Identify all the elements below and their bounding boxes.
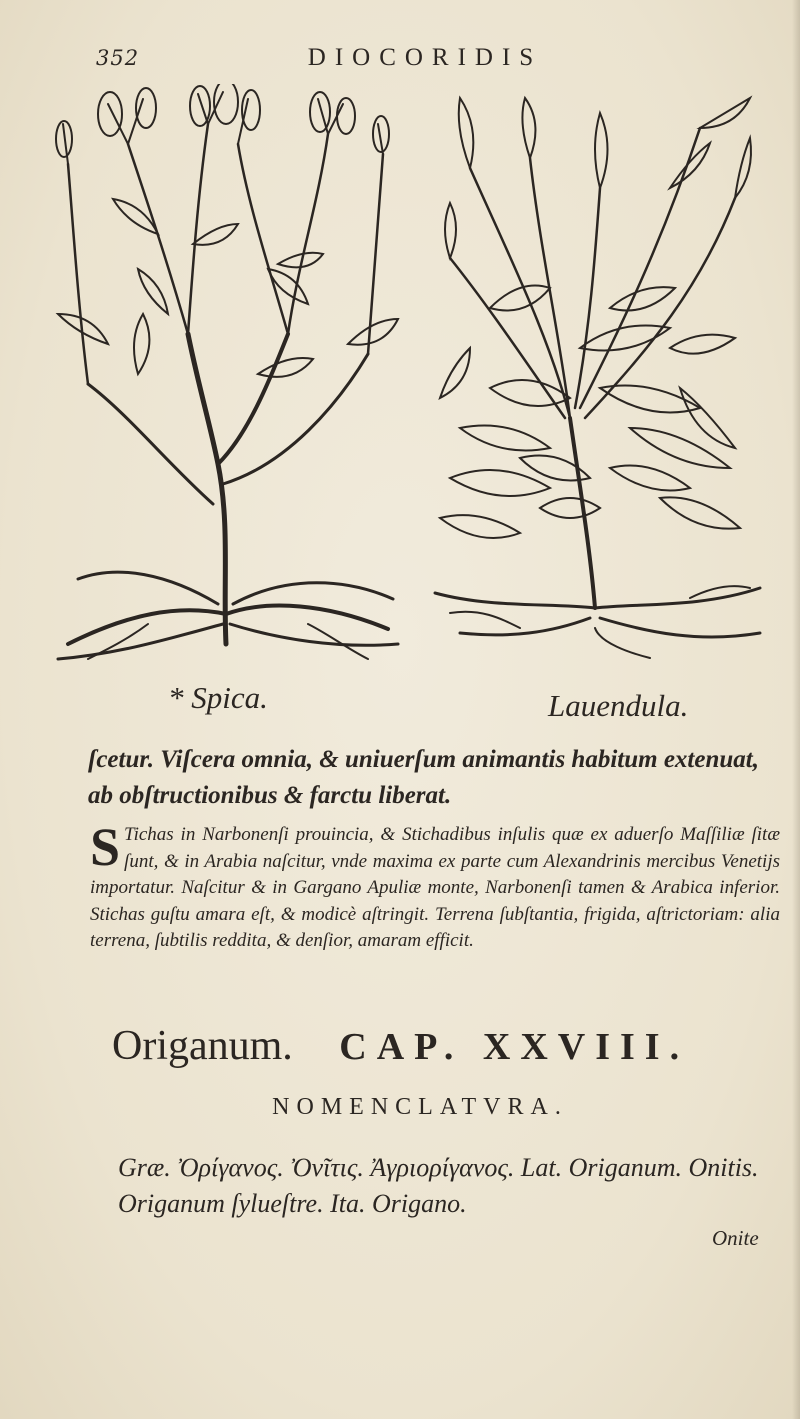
page-number: 352 (96, 46, 140, 70)
paragraph-stichas (90, 817, 780, 955)
lavender-illustration (430, 88, 770, 668)
nomenclatura-names: Græ. Ὀρίγανος. Ὀνῖτις. Ἀγριορίγανος. Lat. Origanum. Onitis. Origanum ſylueſtre. Ita. Origano. (118, 1153, 759, 1218)
spica-plant-woodcut-icon (48, 84, 408, 664)
chapter-number: CAP. XXVIII. (339, 1026, 690, 1068)
page-edge (792, 0, 800, 1419)
running-head: DIOCORIDIS (307, 44, 543, 71)
lavender-plant-woodcut-icon (430, 88, 770, 668)
spica-caption: * Spica. (168, 680, 268, 715)
lavender-caption: Lauendula. (548, 688, 689, 723)
catchword: Onite (712, 1226, 759, 1250)
drop-cap: S (90, 817, 121, 877)
spica-illustration (48, 84, 408, 664)
chapter-title: Origanum. (112, 1023, 293, 1069)
paragraph-stichas-text: Tichas in Narbonenſi prouincia, & Stichadibus inſulis quæ ex aduerſo Maſſiliæ ſitæ ſunt, & in Arabia naſcitur, vnde maxima ex parte cum Alexandrinis mercibus Venetijs importatur. Naſcitur & in Gargano Apuliæ monte, Narbonenſi tamen & Arabica inferior. Stichas guſtu amara eſt, & modicè aſtringit. Terrena ſubſtantia, frigida, aſtrictoriam: alia terrena, ſubtilis reddita, & denſior, amaram efficit. (90, 824, 780, 951)
paragraph-continuation: ſcetur. Viſcera omnia, & uniuerſum animantis habitum extenuat, ab obſtructionibus & farctu liberat. (88, 746, 759, 809)
chapter-heading (112, 1022, 792, 1070)
nomenclatura-heading: NOMENCLATVRA. (272, 1094, 568, 1120)
